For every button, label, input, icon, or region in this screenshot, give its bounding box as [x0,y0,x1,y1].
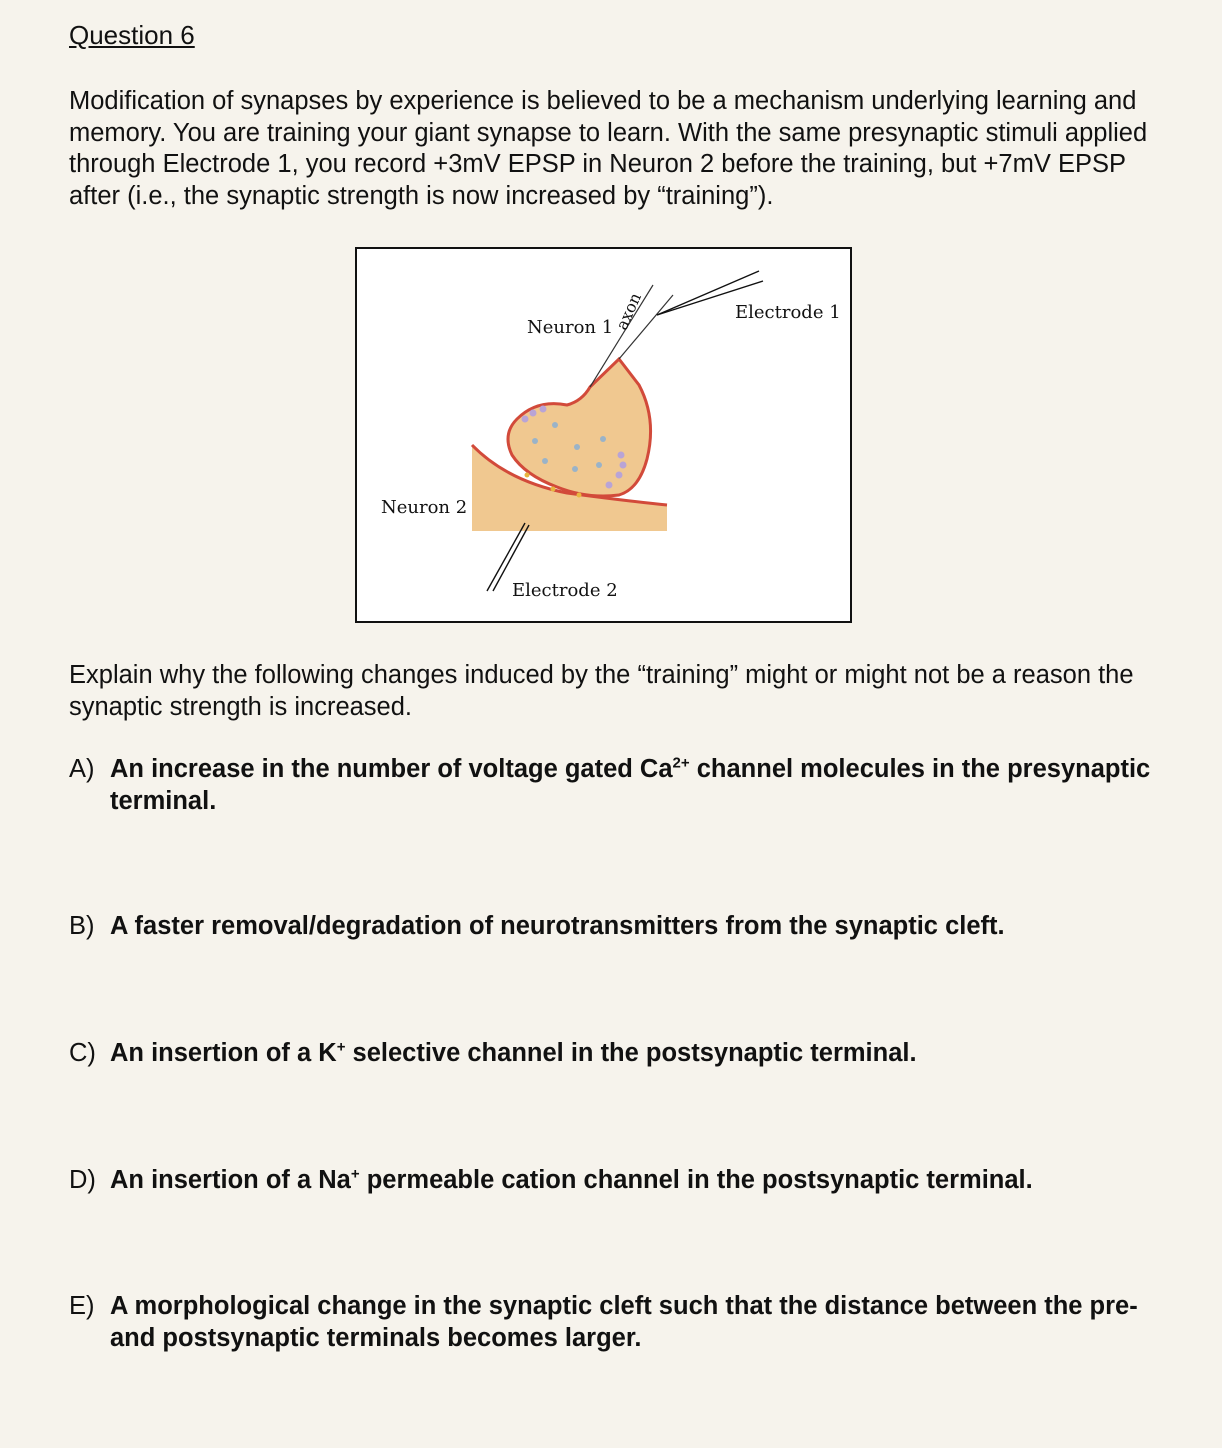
option-c-letter: C) [69,1039,96,1067]
option-d-letter: D) [69,1166,96,1194]
instruction-text: Explain why the following changes induced by the “training” might or might not be a reason the synaptic strength is increased. [69,661,1134,721]
option-c [69,1038,1159,1070]
electrode-2-label: Electrode 2 [512,580,618,601]
option-e-text: A morphological change in the synaptic cleft such that the distance between the pre- and postsynaptic terminals becomes larger. [110,1292,1138,1352]
electrode-1-label: Electrode 1 [735,302,841,323]
option-d-text: An insertion of a Na+ permeable cation channel in the postsynaptic terminal. [110,1165,1033,1194]
option-b-text: A faster removal/degradation of neurotransmitters from the synaptic cleft. [110,912,1005,940]
synapse-figure [355,247,852,623]
question-intro: Modification of synapses by experience is believed to be a mechanism underlying learning and memory. You are training your giant synapse to learn. With the same presynaptic stimuli applied through Electrode 1, you record +3mV EPSP in Neuron 2 before the training, but +7mV EPSP after (i.e., the synaptic strength is now increased by “training”). [69,87,1148,210]
neuron-1-label: Neuron 1 [527,317,614,338]
axon-label: axon [612,289,646,333]
neuron-2-label: Neuron 2 [381,497,468,518]
option-b [69,911,1159,943]
option-e-letter: E) [69,1292,95,1320]
option-c-text: An insertion of a K+ selective channel in the postsynaptic terminal. [110,1038,917,1067]
option-a-text: An increase in the number of voltage gated $Ca^{2+}$ channel molecules in the presynaptic terminal. [110,754,1151,815]
option-a [69,754,1159,817]
question-title: Question 6 [69,20,195,50]
option-d [69,1165,1159,1197]
option-b-letter: B) [69,912,95,940]
option-a-letter: A) [69,755,95,783]
option-e [69,1291,1159,1354]
